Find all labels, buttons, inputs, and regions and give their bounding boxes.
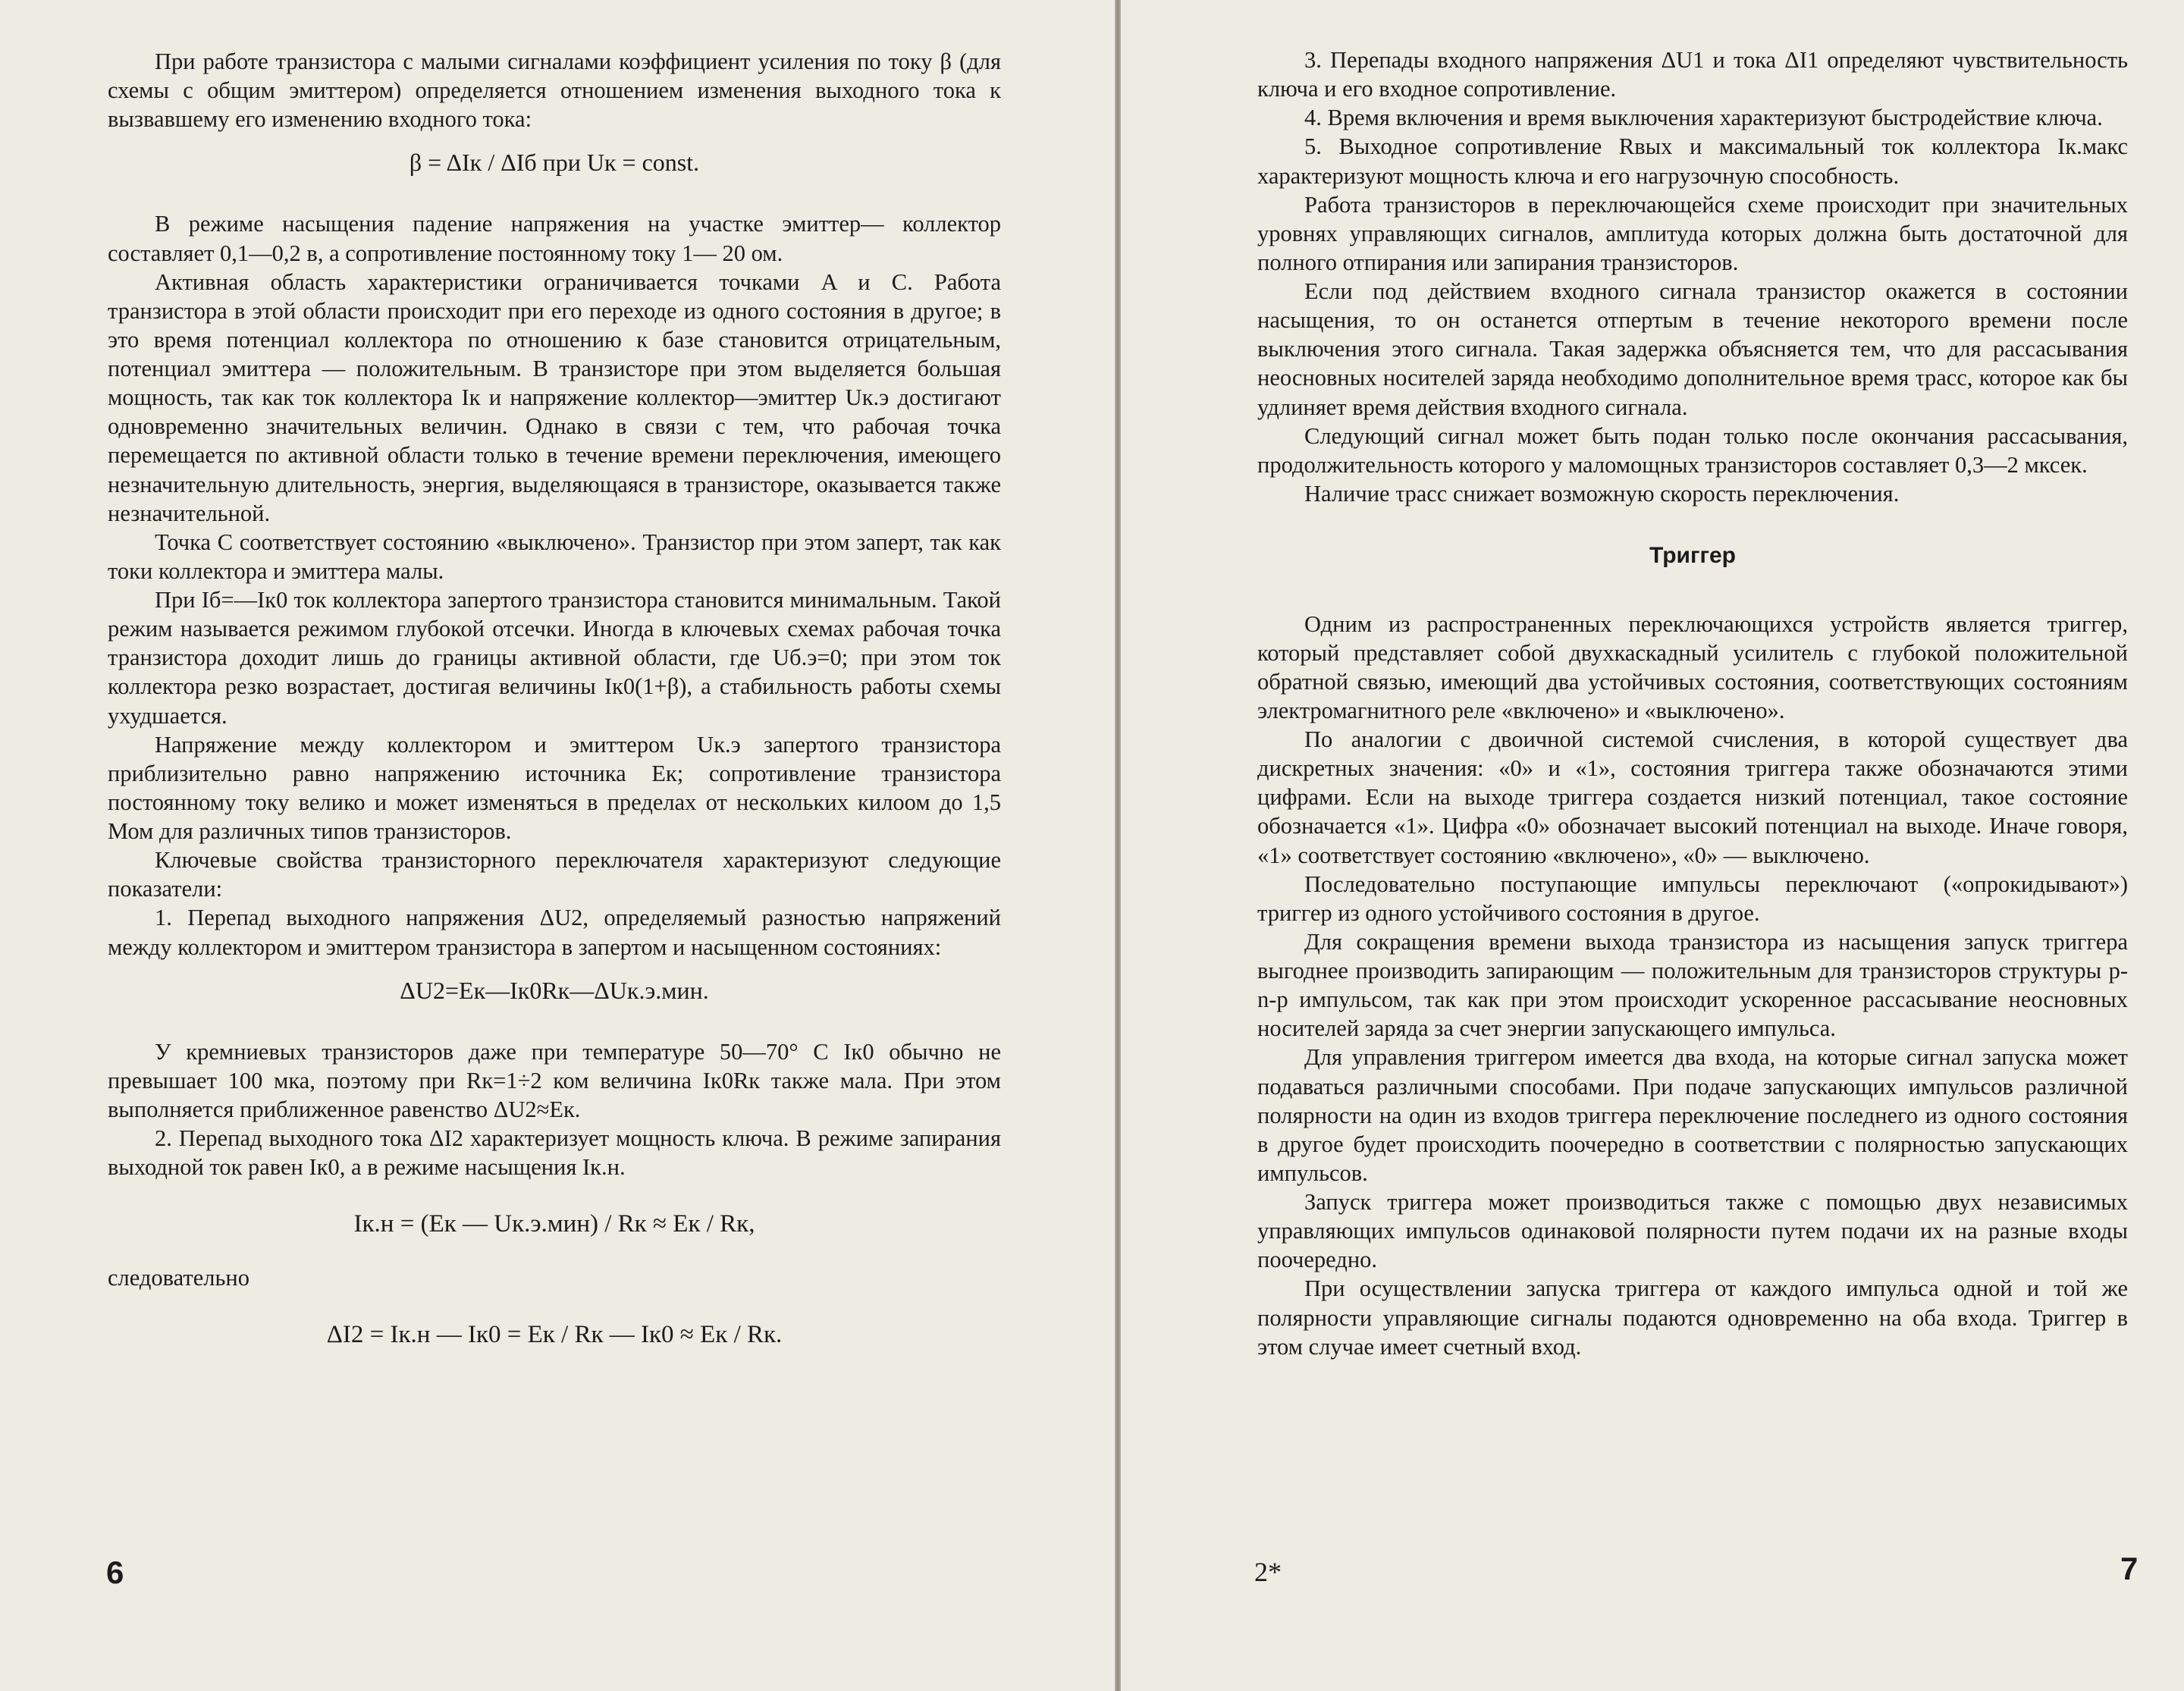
book-gutter [1115,0,1121,1691]
paragraph: Следующий сигнал может быть подан только после окончания рассасывания, продолжительность которого у маломощных транзисторов составляет 0,3—2 мксек. [1257,422,2128,478]
paragraph: Запуск триггера может производиться также с помощью двух независимых управляющих импульсов одинаковой полярности путем подачи их на разные входы поочередно. [1257,1189,2128,1273]
formula-ik-n: Iк.н = (Eк — Uк.э.мин) / Rк ≈ Eк / Rк, [353,1210,755,1238]
paragraph: Для сокращения времени выхода транзистора из насыщения запуск триггера выгоднее производить запирающим — положительным для транзисторов структуры p-n-p импульсом, так как при этом происходит ускоренное рассасывание неосновных носителей заряда за счет энергии запускающего импульса. [1257,928,2128,1042]
paragraph: Точка C соответствует состоянию «выключено». Транзистор при этом заперт, так как токи коллектора и эмиттера малы. [108,529,1001,584]
paragraph: Одним из распространенных переключающихся устройств является триггер, который представляет собой двухкаскадный усилитель с глубокой положительной обратной связью, имеющий два устойчивых состояния, соответствующих состояниям электромагнитного реле «включено» и «выключено». [1257,610,2128,723]
paragraph: 3. Перепады входного напряжения ΔU1 и тока ΔI1 определяют чувствительность ключа и его входное сопротивление. [1257,47,2128,102]
page-number: 6 [106,1555,124,1590]
formula-beta: β = ΔIк / ΔIб при Uк = const. [409,149,700,177]
left-page-text [108,47,1001,1373]
paragraph: При работе транзистора с малыми сигналами коэффициент усиления по току β (для схемы с общим эмиттером) определяется отношением изменения выходного тока к вызвавшему его изменению входного тока: [108,49,1001,133]
paragraph: 2. Перепад выходного тока ΔI2 характеризует мощность ключа. В режиме запирания выходной ток равен Iк0, а в режиме насыщения Iк.н. [108,1125,1001,1181]
paragraph: Последовательно поступающие импульсы переключают («опрокидывают») триггер из одного устойчивого состояния в другое. [1257,871,2128,926]
paragraph: Активная область характеристики ограничивается точками A и C. Работа транзистора в этой области происходит при его переходе из одного состояния в другое; в это время потенциал коллектора по отношению к базе становится отрицательным, потенциал эмиттера — положительным. В транзисторе при этом выделяется большая мощность, так как ток коллектора Iк и напряжение коллектор—эмиттер Uк.э достигают одновременно значительных величин. Однако в связи с тем, что рабочая точка перемещается по активной области только в течение времени переключения, имеющего незначительную длительность, энергия, выделяющаяся в транзисторе, оказывается также незначительной. [108,268,1001,526]
paragraph: При Iб=—Iк0 ток коллектора запертого транзистора становится минимальным. Такой режим называется режимом глубокой отсечки. Иногда в ключевых схемах рабочая точка транзистора доходит лишь до границы активной области, где Uб.э=0; при этом ток коллектора резко возрастает, достигая величины Iк0(1+β), а стабильность работы схемы ухудшается. [108,587,1001,729]
paragraph: Для управления триггером имеется два входа, на которые сигнал запуска может подаваться различными способами. При подаче запускающих импульсов различной полярности на один из входов триггера переключение последнего из одного состояния в другое будет происходить поочередно в соответствии с полярностью запускающих импульсов. [1257,1044,2128,1186]
right-page [1121,0,2184,1691]
formula-delta-i2: ΔI2 = Iк.н — Iк0 = Eк / Rк — Iк0 ≈ Eк / Rк. [326,1320,783,1348]
paragraph: Наличие τрасс снижает возможную скорость переключения. [1304,480,1900,507]
signature-mark: 2* [1254,1557,1282,1587]
paragraph: 1. Перепад выходного напряжения ΔU2, определяемый разностью напряжений между коллектором и эмиттером транзистора в запертом и насыщенном состояниях: [108,905,1001,960]
paragraph: Если под действием входного сигнала транзистор окажется в состоянии насыщения, то он останется отпертым в течение некоторого времени после выключения этого сигнала. Такая задержка объясняется тем, что для рассасывания неосновных носителей заряда необходимо дополнительное время τрасс, которое как бы удлиняет время действия входного сигнала. [1257,278,2128,420]
paragraph: У кремниевых транзисторов даже при температуре 50—70° C Iк0 обычно не превышает 100 мка, поэтому при Rк=1÷2 ком величина Iк0Rк также мала. При этом выполняется приближенное равенство ΔU2≈Eк. [108,1038,1001,1122]
formula-delta-u2: ΔU2=Eк—Iк0Rк—ΔUк.э.мин. [400,976,709,1004]
paragraph: следовательно [108,1264,249,1291]
paragraph: Ключевые свойства транзисторного переключателя характеризуют следующие показатели: [108,847,1001,902]
paragraph: Работа транзисторов в переключающейся схеме происходит при значительных уровнях управляющих сигналов, амплитуда которых должна быть достаточной для полного отпирания или запирания транзисторов. [1257,191,2128,275]
paragraph: При осуществлении запуска триггера от каждого импульса одной и той же полярности управляющие сигналы подаются одновременно на оба входа. Триггер в этом случае имеет счетный вход. [1257,1275,2128,1360]
paragraph: По аналогии с двоичной системой счисления, в которой существует два дискретных значения: «0» и «1», состояния триггера также обозначаются этими цифрами. Если на выходе триггера создается низкий потенциал, такое состояние обозначается «1». Цифра «0» обозначает высокий потенциал на выходе. Иначе говоря, «1» соответствует состоянию «включено», «0» — выключено. [1257,726,2128,868]
paragraph: 4. Время включения и время выключения характеризуют быстродействие ключа. [1304,105,2103,131]
right-page-text [1257,45,2128,1361]
paragraph: 5. Выходное сопротивление Rвых и максимальный ток коллектора Iк.макс характеризуют мощность ключа и его нагрузочную способность. [1257,133,2128,189]
page-number: 7 [2120,1551,2138,1586]
paragraph: Напряжение между коллектором и эмиттером Uк.э запертого транзистора приблизительно равно напряжению источника Eк; сопротивление транзистора постоянному току велико и может изменяться в пределах от нескольких килоом до 1,5 Мом для различных типов транзисторов. [108,731,1001,844]
section-heading: Триггер [1649,543,1736,568]
paragraph: В режиме насыщения падение напряжения на участке эмиттер— коллектор составляет 0,1—0,2 в, а сопротивление постоянному току 1— 20 ом. [108,211,1001,266]
